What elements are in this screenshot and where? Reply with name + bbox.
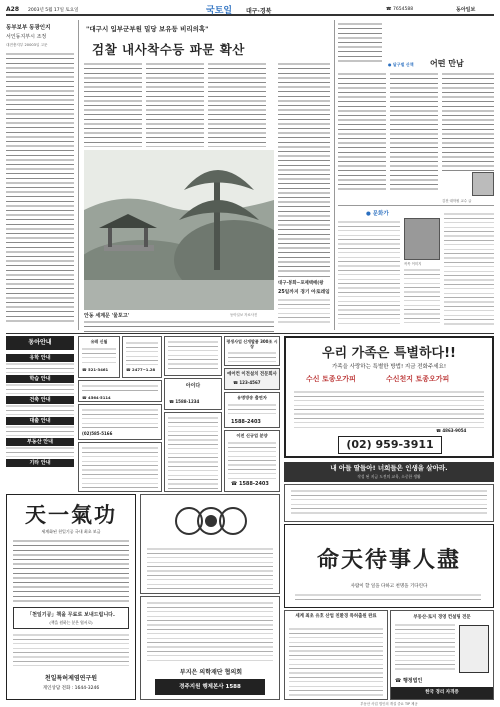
bottom-left-body	[289, 627, 383, 697]
qigong-offer-box	[13, 607, 129, 629]
ad-title: 평생사업 신개발품 300조 시장	[226, 339, 278, 349]
paper-name: 동아일보	[456, 7, 476, 13]
events-photo	[404, 218, 440, 260]
left-ad-row: 유학 안내	[6, 354, 74, 362]
bottom-right-phone: ☎ 행정법인	[395, 678, 423, 684]
ad-phone: 1588-2403	[231, 419, 261, 425]
main-headline: 검찰 내사착수등 파문 확산	[92, 42, 245, 57]
column-body-1	[338, 72, 386, 192]
ad-body	[82, 446, 158, 490]
left-ad-row-body	[6, 362, 74, 375]
left-ad-row: 학습 안내	[6, 375, 74, 383]
divider	[334, 20, 335, 330]
family-ad-headline: 우리 가족은 특별하다!!	[322, 346, 456, 361]
ad-phone: ☎ 2477~1.28	[126, 367, 156, 372]
classified-ad	[224, 336, 280, 366]
column-body-left	[338, 22, 382, 62]
travel-banner	[284, 462, 494, 482]
qigong-headline: 天一氣功	[25, 502, 117, 527]
calligraphy-ad	[284, 524, 494, 608]
qigong-offer: 「천일기공」책을 무료로 보내드립니다.	[27, 612, 115, 618]
classified-ad	[78, 380, 162, 402]
left-ad-row-body	[6, 425, 74, 438]
classified-ad	[78, 442, 162, 492]
bottom-ad-left	[284, 610, 388, 700]
classified-ad	[78, 336, 120, 378]
column-body-3	[442, 72, 494, 172]
page-number: A28	[6, 6, 19, 13]
author-photo	[472, 172, 494, 196]
ad-body	[126, 341, 158, 365]
left-ad-row: 부동산 안내	[6, 438, 74, 446]
travel-ad-body	[284, 484, 494, 522]
classified-ad	[224, 430, 280, 492]
author-caption: 김천·대학원 교수 글	[442, 199, 472, 203]
bottom-left-title: 세계 최초 유호 산업 친환경 특허출원 완료	[295, 614, 377, 619]
photo-caption: 안동 세계문 '물포고'	[84, 313, 130, 319]
ad-phone: ☎ 123-4567	[233, 380, 261, 385]
main-body-col-2	[146, 62, 204, 147]
ad-title: 유명방송 출연자	[237, 395, 267, 400]
ad-body	[82, 384, 158, 394]
ad-body	[228, 351, 276, 363]
classified-ad	[78, 404, 162, 440]
main-body-col-4	[278, 62, 330, 272]
classified-ad	[224, 392, 280, 428]
ad-phone: (02)585-5166	[82, 431, 113, 436]
travel-ad-text	[291, 489, 487, 517]
ad-phone: ☎ 521-3461	[82, 367, 109, 372]
left-col-body	[6, 52, 74, 322]
mid-article-body	[278, 298, 330, 326]
photo-credit: 동아일보 자료사진	[230, 313, 258, 317]
left-ad-brand-text: 동아안내	[28, 339, 52, 346]
bottom-band-text: 한국 경리 자격증	[425, 690, 459, 695]
emblem-ad-body	[147, 547, 273, 589]
qigong-body	[13, 539, 129, 603]
travel-sub: 작성 된 지금 도전의 교육, 소중한 생활	[357, 474, 421, 479]
divider	[278, 276, 330, 277]
left-ad-brand	[6, 336, 74, 350]
ad-title: 아이다	[185, 383, 201, 389]
bottom-right-seal	[459, 625, 489, 673]
section-logo: 국토일	[206, 6, 233, 16]
photo-scene-image	[84, 150, 274, 310]
main-kicker: "대구시 입부군부원 밀당 보유등 비리의혹"	[86, 25, 209, 33]
ad-title: 에어컨 이전설치 전문회사	[227, 372, 277, 377]
events-body-1	[338, 220, 400, 325]
column-body-2	[390, 72, 438, 192]
bottom-band	[391, 687, 493, 699]
family-ad-phone-box	[338, 436, 442, 454]
ad-title: 이전 신규업 분양	[236, 433, 268, 438]
footer-ad-body	[147, 601, 273, 663]
qigong-offer-sub: (책을 원하는 분은 엽서로)	[49, 620, 93, 625]
family-ad-sub: 가족을 사랑하는 특별한 방법! 지금 전화주세요!	[331, 364, 447, 370]
family-ad	[284, 336, 494, 458]
left-ad-row: 대출 안내	[6, 417, 74, 425]
ad-phone: ☎ 1588-2403	[231, 481, 269, 487]
family-ad-phone: (02) 959-3911	[346, 438, 434, 451]
section-name: 대구·경북	[246, 8, 272, 15]
left-ad-row-body	[6, 446, 74, 459]
left-col-kicker-1: 동부보부 동광인지	[6, 25, 51, 31]
mid-article-title: 25일까지 경기 아로레임	[278, 290, 330, 295]
footer-phone: 경주지원 행제본사 1588	[179, 684, 241, 690]
qigong-body-2	[13, 633, 129, 667]
column-tag: ● 달구벌 산책	[388, 62, 414, 67]
footer-org: 부지은 의학재단 협의회	[179, 669, 243, 676]
ad-body	[82, 347, 116, 365]
divider	[78, 20, 79, 330]
page-date: 2003년 5월 17일 토요일	[28, 8, 79, 13]
footer-phone-box	[155, 679, 265, 695]
bottom-right-body	[395, 623, 455, 673]
bottom-sub: 부동산 사업 법인의 개설 중요 TIP 제공	[360, 702, 418, 706]
bottom-right-title: 부동산·토지 경영 컨설팅 전문	[413, 615, 471, 620]
ad-title: 유레 신월	[90, 339, 108, 344]
family-ad-brand1: 수신 토종오가피	[306, 375, 356, 383]
column-title: 어떤 만남	[430, 59, 464, 68]
footer-ad	[140, 596, 280, 700]
qigong-company: 천일특허제염연구원	[44, 675, 98, 682]
left-ad-row: 건축 안내	[6, 396, 74, 404]
classified-ad	[224, 368, 280, 390]
ad-body	[228, 403, 276, 417]
main-photo	[84, 150, 274, 310]
travel-title: 내 아들 딸들아! 너희들은 인생을 살아라.	[330, 464, 448, 472]
header-bar	[6, 4, 494, 16]
events-title: ● 문화가	[366, 211, 389, 217]
ad-phone: ☎ 4564·5114	[82, 395, 111, 400]
header-phone: ☎ 7654588	[386, 7, 414, 12]
ad-phone: ☎ 1588-1234	[169, 399, 200, 404]
qigong-company-sub: 게인상담 전화 : 1644-3246	[42, 686, 100, 691]
bottom-ad-right	[390, 610, 494, 700]
emblem-icon	[173, 501, 249, 541]
classified-ad	[164, 378, 222, 410]
classified-ad	[164, 336, 222, 376]
calligraphy-footnote	[295, 593, 481, 603]
ad-body	[168, 340, 218, 372]
main-body-col-1	[84, 62, 142, 147]
qigong-sub: 세계화된 천일기공 국내 최초 보급	[41, 529, 101, 534]
left-col-kicker-2: 서인동지부시 조정	[6, 34, 47, 40]
events-photo-caption: 작목 이미지	[404, 262, 422, 266]
main-body-col-3	[208, 62, 266, 147]
mid-article-kicker: 대구·봉화~포제택배(왕	[278, 281, 324, 286]
family-ad-phone-small: ☎ 4863-9054	[436, 428, 467, 433]
left-ad-row-body	[6, 404, 74, 417]
left-col-byline: 대전충지부 20003일 고문	[6, 43, 48, 47]
family-ad-brand2: 수신천지 토종오가피	[386, 375, 450, 383]
ad-body	[168, 416, 218, 490]
family-ad-body	[294, 390, 484, 428]
classified-ad	[164, 412, 222, 492]
classified-ad	[122, 336, 162, 378]
caption-body	[84, 320, 274, 332]
left-ad-row-body	[6, 383, 74, 396]
ad-body	[228, 441, 276, 479]
calligraphy-title: 命天待事人盡	[316, 547, 461, 573]
emblem-ad	[140, 494, 280, 594]
events-body-2	[404, 268, 440, 325]
ad-body	[82, 408, 158, 428]
qigong-ad	[6, 494, 136, 700]
divider	[6, 333, 494, 334]
calligraphy-sub: 사람이 할 일을 다하고 천명을 기다린다	[350, 584, 428, 589]
events-body-3	[444, 212, 494, 325]
left-ad-rows	[6, 352, 74, 492]
divider	[338, 205, 494, 206]
left-ad-row: 기타 안내	[6, 459, 74, 467]
